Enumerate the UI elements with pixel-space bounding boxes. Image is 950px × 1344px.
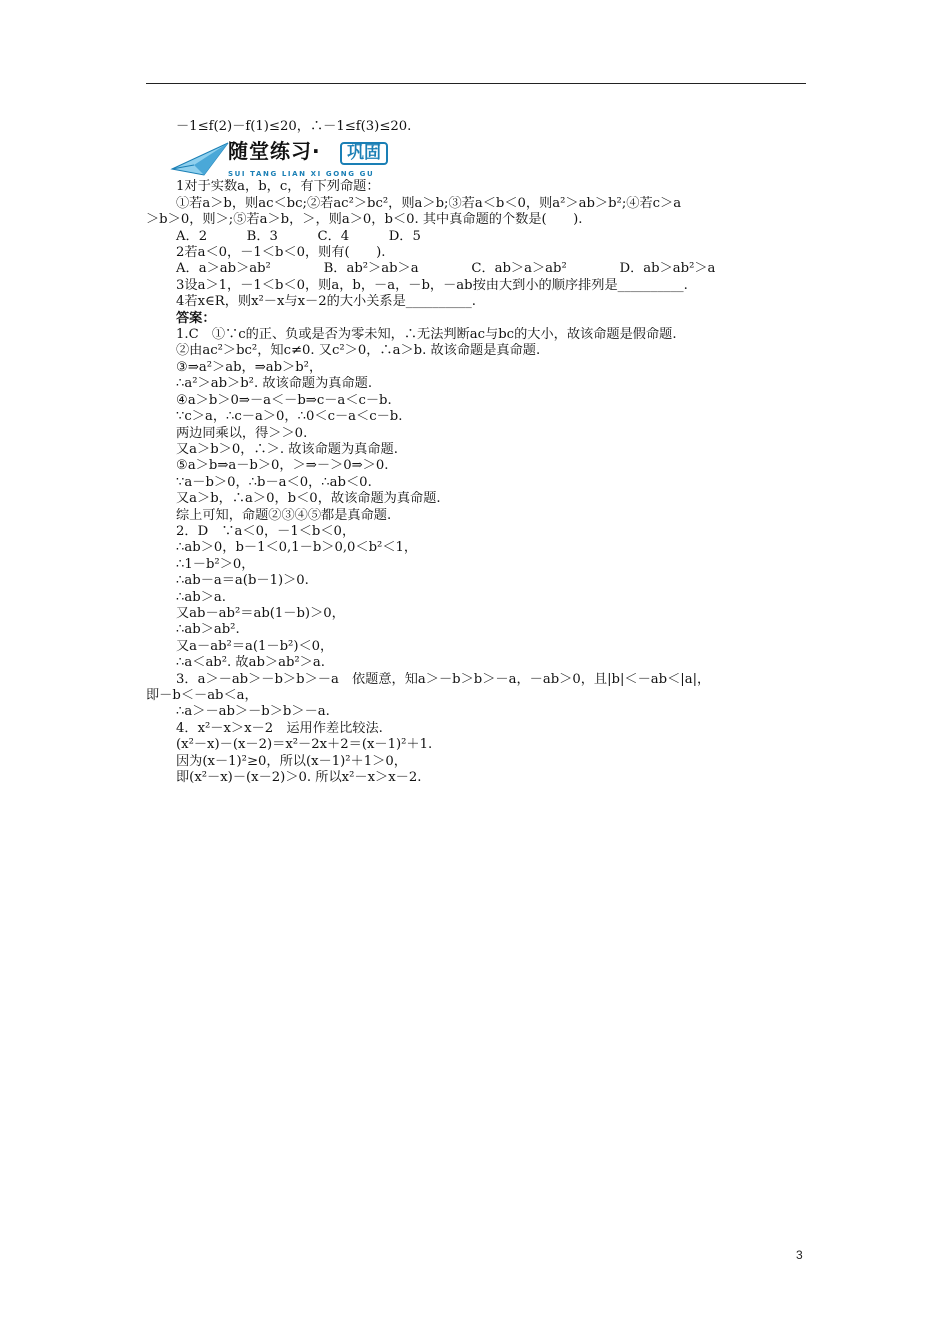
answer-line: ∴a＜ab². 故ab＞ab²＞a. (176, 655, 325, 671)
question-line: 4若x∈R，则x²－x与x－2的大小关系是__________. (176, 294, 476, 310)
answer-line: 即(x²－x)－(x－2)＞0. 所以x²－x＞x－2. (176, 770, 422, 786)
page-number: 3 (796, 1248, 803, 1262)
paper-plane-icon (170, 139, 230, 179)
question-line: 3设a＞1，－1＜b＜0，则a，b，－a，－b，－ab按由大到小的顺序排列是__________. (176, 277, 688, 293)
answer-line: ∴a＞－ab＞－b＞b＞－a. (176, 704, 330, 720)
banner-subtitle: SUI TANG LIAN XI GONG GU (228, 170, 375, 179)
question-line: ①若a＞b，则ac＜bc;②若ac²＞bc²，则a＞b;③若a＜b＜0，则a²＞ab＞b²;④若c＞a (176, 195, 682, 211)
answer-line: 因为(x－1)²≥0，所以(x－1)²＋1＞0， (176, 753, 407, 769)
banner-title: 随堂练习· (228, 139, 321, 164)
answer-line: 又ab－ab²＝ab(1－b)＞0， (176, 605, 345, 621)
answer-line: 又a＞b＞0，∴＞. 故该命题为真命题. (176, 441, 398, 457)
intro-line: －1≤f(2)－f(1)≤20，∴－1≤f(3)≤20. (176, 119, 412, 134)
answer-line: ∴1－b²＞0， (176, 556, 255, 572)
answer-line: 2．D ∵a＜0，－1＜b＜0， (176, 523, 356, 539)
answer-line: ∴ab＞0，b－1＜0,1－b＞0,0＜b²＜1， (176, 540, 418, 556)
answer-line: ③⇒a²＞ab，⇒ab＞b²， (176, 359, 323, 375)
header-rule (146, 83, 806, 84)
answer-line: (x²－x)－(x－2)＝x²－2x＋2＝(x－1)²＋1. (176, 737, 433, 753)
answer-line: ∵a－b＞0，∴b－a＜0，∴ab＜0. (176, 474, 372, 490)
answer-line: 3．a＞－ab＞－b＞b＞－a 依题意，知a＞－b＞b＞－a，－ab＞0，且|b|＜－ab＜|a|， (176, 671, 711, 687)
answer-line: ∴ab＞a. (176, 589, 226, 605)
answer-line: 又a－ab²＝a(1－b²)＜0， (176, 638, 334, 654)
answer-line: ∴ab－a＝a(b－1)＞0. (176, 573, 309, 589)
question-list (146, 179, 808, 310)
question-line: A．a＞ab＞ab² B．ab²＞ab＞a C．ab＞a＞ab² D．ab＞ab²＞a (176, 261, 716, 277)
answer-line: ∴a²＞ab＞b². 故该命题为真命题. (176, 376, 373, 392)
answer-line: 1.C ①∵c的正、负或是否为零未知，∴无法判断ac与bc的大小，故该命题是假命题. (176, 327, 677, 343)
banner-tag: 巩固 (340, 142, 388, 164)
answer-line: ②由ac²＞bc²，知c≠0. 又c²＞0，∴a＞b. 故该命题是真命题. (176, 343, 541, 359)
answer-line: ④a＞b＞0⇒－a＜－b⇒c－a＜c－b. (176, 392, 392, 408)
answer-line: ∴ab＞ab². (176, 622, 240, 638)
section-banner (170, 139, 430, 179)
question-line: A．2 B．3 C．4 D．5 (176, 228, 421, 244)
question-line: 2若a＜0，－1＜b＜0，则有( ). (176, 245, 386, 261)
question-line: ＞b＞0，则＞;⑤若a＞b，＞，则a＞0，b＜0. 其中真命题的个数是( ). (146, 212, 583, 228)
page-content (146, 119, 808, 786)
answer-line: 两边同乘以，得＞＞0. (176, 425, 308, 441)
answer-line: ∵c＞a，∴c－a＞0，∴0＜c－a＜c－b. (176, 409, 403, 425)
answer-line: 即－b＜－ab＜a， (146, 688, 258, 703)
answer-line: 4．x²－x＞x－2 运用作差比较法. (176, 720, 383, 736)
answer-line: 综上可知，命题②③④⑤都是真命题. (176, 507, 392, 523)
question-line: 1对于实数a，b，c，有下列命题： (176, 179, 380, 195)
answers-heading: 答案： (176, 310, 216, 326)
answer-list (146, 327, 808, 786)
answer-line: 又a＞b，∴a＞0，b＜0，故该命题为真命题. (176, 491, 441, 507)
answer-line: ⑤a＞b⇒a－b＞0，＞⇒－＞0⇒＞0. (176, 458, 389, 474)
